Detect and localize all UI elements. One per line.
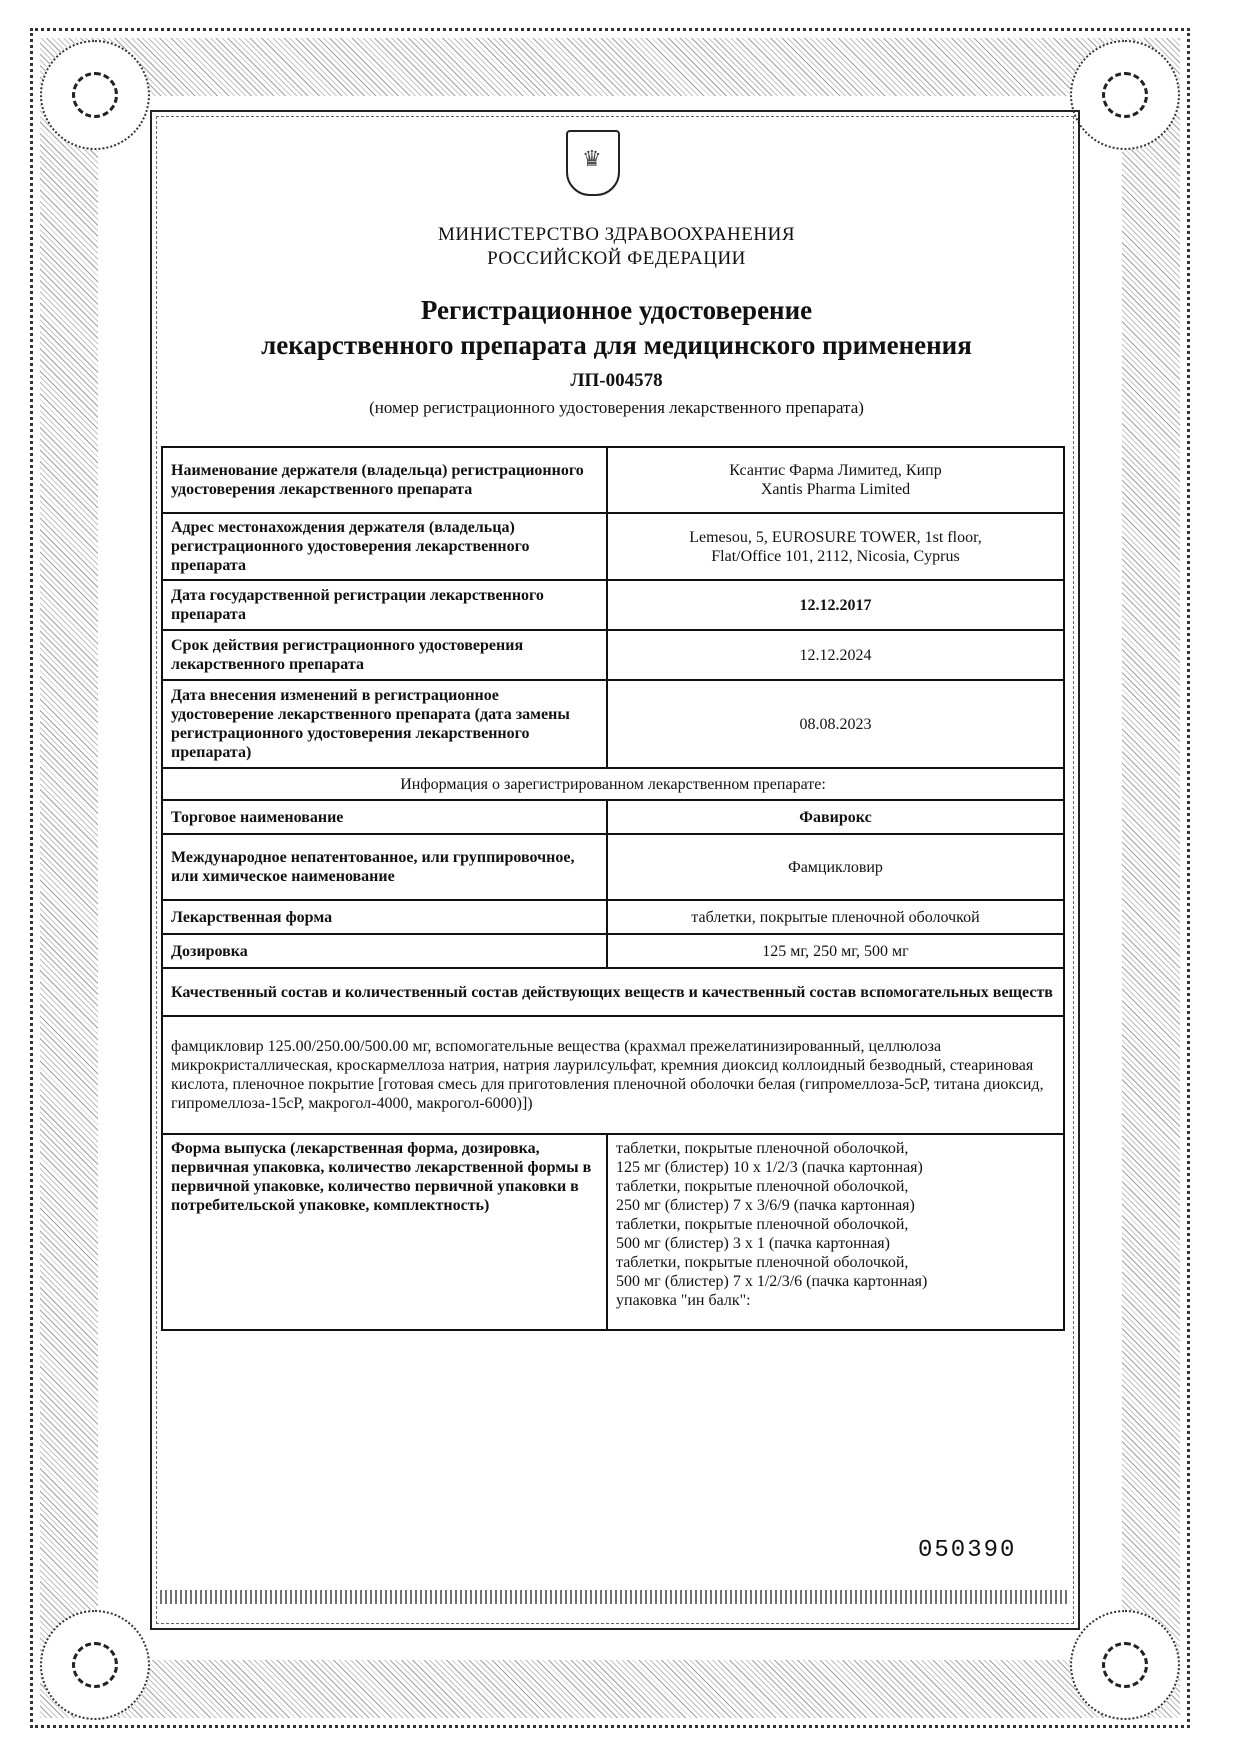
document-title-line2: лекарственного препарата для медицинского применения bbox=[261, 330, 972, 360]
holder-name-label: Наименование держателя (владельца) регистрационного удостоверения лекарственного препарата bbox=[162, 447, 607, 513]
registration-date-value: 12.12.2017 bbox=[607, 580, 1064, 630]
document-title-line1: Регистрационное удостоверение bbox=[420, 295, 813, 325]
registration-table bbox=[161, 446, 1065, 1331]
holder-name-value bbox=[607, 447, 1064, 513]
release-form-line: таблетки, покрытые пленочной оболочкой, bbox=[616, 1254, 909, 1271]
release-form-line: таблетки, покрытые пленочной оболочкой, bbox=[616, 1216, 909, 1233]
rosette-ornament-top-right bbox=[1070, 40, 1180, 150]
holder-address-label: Адрес местонахождения держателя (владельца) регистрационного удостоверения лекарственного препарата bbox=[162, 513, 607, 580]
dosage-form-value: таблетки, покрытые пленочной оболочкой bbox=[607, 900, 1064, 934]
registration-number-caption: (номер регистрационного удостоверения лекарственного препарата) bbox=[369, 398, 864, 417]
release-form-value bbox=[607, 1134, 1064, 1330]
holder-address-line1: Lemesou, 5, EUROSURE TOWER, 1st floor, bbox=[689, 528, 982, 546]
trade-name-label: Торговое наименование bbox=[162, 800, 607, 834]
release-form-line: 250 мг (блистер) 7 x 3/6/9 (пачка картонная) bbox=[616, 1197, 915, 1214]
table-row bbox=[162, 1134, 1064, 1330]
table-row bbox=[162, 447, 1064, 513]
validity-date-value: 12.12.2024 bbox=[607, 630, 1064, 680]
amendment-date-value: 08.08.2023 bbox=[607, 680, 1064, 768]
ministry-name-line2: РОССИЙСКОЙ ФЕДЕРАЦИИ bbox=[487, 248, 746, 269]
release-form-line: 500 мг (блистер) 3 x 1 (пачка картонная) bbox=[616, 1235, 890, 1252]
dosage-form-label: Лекарственная форма bbox=[162, 900, 607, 934]
release-form-line: таблетки, покрытые пленочной оболочкой, bbox=[616, 1178, 909, 1195]
validity-date-label: Срок действия регистрационного удостоверения лекарственного препарата bbox=[162, 630, 607, 680]
composition-value: фамцикловир 125.00/250.00/500.00 мг, вспомогательные вещества (крахмал прежелатинизированный, целлюлоза микрокристаллическая, кроскармеллоза натрия, натрия лаурилсульфат, кремния диоксид коллоидный безводный, стеариновая кислота, пленочное покрытие [готовая смесь для приготовления пленочной оболочки белая (гипромеллоза-5сР, титана диоксид, гипромеллоза-15сР, макрогол-4000, макрогол-6000)]) bbox=[162, 1016, 1064, 1134]
table-row bbox=[162, 800, 1064, 834]
rosette-ornament-bottom-right bbox=[1070, 1610, 1180, 1720]
registration-number: ЛП-004578 bbox=[570, 370, 663, 391]
table-row bbox=[162, 680, 1064, 768]
composition-label: Качественный состав и количественный состав действующих веществ и качественный состав вспомогательных веществ bbox=[162, 968, 1064, 1016]
holder-address-line2: Flat/Office 101, 2112, Nicosia, Cyprus bbox=[711, 547, 960, 565]
table-row bbox=[162, 900, 1064, 934]
table-row bbox=[162, 580, 1064, 630]
dosage-label: Дозировка bbox=[162, 934, 607, 968]
holder-name-ru: Ксантис Фарма Лимитед, Кипр bbox=[729, 462, 942, 479]
amendment-date-label: Дата внесения изменений в регистрационное удостоверение лекарственного препарата (дата замены регистрационного удостоверения лекарственного препарата) bbox=[162, 680, 607, 768]
release-form-line: 500 мг (блистер) 7 x 1/2/3/6 (пачка картонная) bbox=[616, 1273, 928, 1290]
table-row bbox=[162, 768, 1064, 800]
microtext-band bbox=[160, 1590, 1070, 1604]
table-row bbox=[162, 513, 1064, 580]
table-row bbox=[162, 934, 1064, 968]
trade-name-value: Фавирокс bbox=[607, 800, 1064, 834]
holder-name-en: Xantis Pharma Limited bbox=[760, 481, 911, 498]
inn-value: Фамцикловир bbox=[607, 834, 1064, 900]
form-serial-number: 050390 bbox=[918, 1537, 1017, 1564]
rosette-ornament-bottom-left bbox=[40, 1610, 150, 1720]
drug-info-heading: Информация о зарегистрированном лекарственном препарате: bbox=[162, 768, 1064, 800]
release-form-line: 125 мг (блистер) 10 x 1/2/3 (пачка картонная) bbox=[616, 1159, 923, 1176]
table-row bbox=[162, 968, 1064, 1016]
rosette-ornament-top-left bbox=[40, 40, 150, 150]
coat-of-arms-emblem-icon bbox=[566, 130, 620, 196]
table-row bbox=[162, 834, 1064, 900]
inn-label: Международное непатентованное, или группировочное, или химическое наименование bbox=[162, 834, 607, 900]
table-row bbox=[162, 1016, 1064, 1134]
registration-date-label: Дата государственной регистрации лекарственного препарата bbox=[162, 580, 607, 630]
release-form-line: таблетки, покрытые пленочной оболочкой, bbox=[616, 1140, 909, 1157]
table-row bbox=[162, 630, 1064, 680]
holder-address-value bbox=[607, 513, 1064, 580]
dosage-value: 125 мг, 250 мг, 500 мг bbox=[607, 934, 1064, 968]
release-form-label: Форма выпуска (лекарственная форма, дозировка, первичная упаковка, количество лекарственной формы в первичной упаковке, количество первичной упаковки в потребительской упаковке, комплектность) bbox=[162, 1134, 607, 1330]
ministry-name-line1: МИНИСТЕРСТВО ЗДРАВООХРАНЕНИЯ bbox=[438, 224, 795, 245]
release-form-line: упаковка "ин балк": bbox=[616, 1292, 751, 1309]
